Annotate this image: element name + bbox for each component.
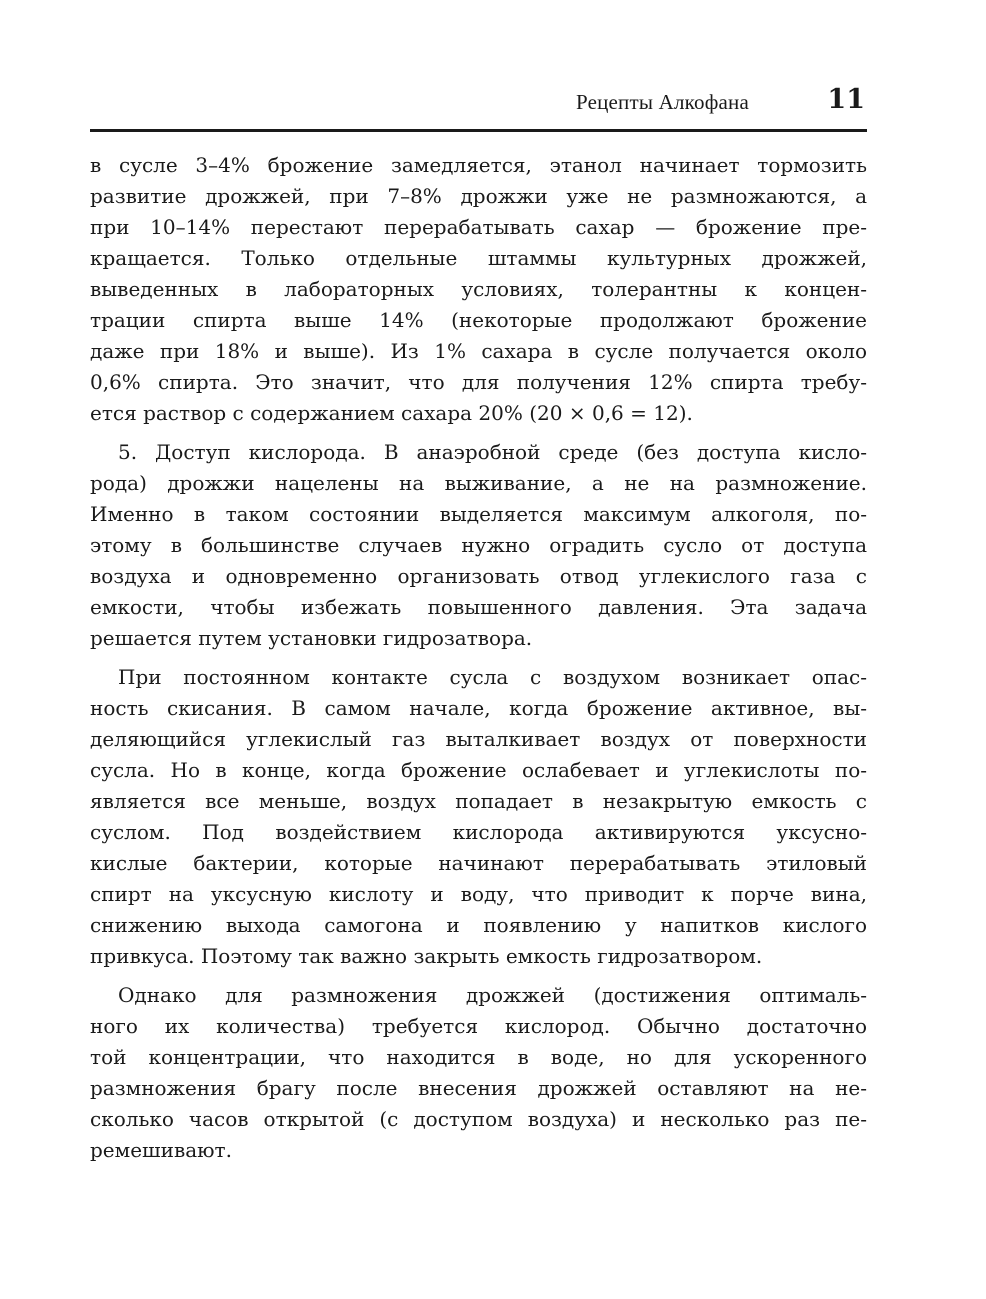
text-line: суслом. Под воздействием кислорода активируются уксусно- <box>90 820 867 844</box>
text-line: сусла. Но в конце, когда брожение ослабевает и углекислоты по- <box>90 758 867 782</box>
paragraph-2 <box>90 437 867 654</box>
text-line: При постоянном контакте сусла с воздухом возникает опас- <box>118 665 867 689</box>
text-line: трации спирта выше 14% (некоторые продолжают брожение <box>90 308 867 332</box>
text-line: ется раствор с содержанием сахара 20% (20 × 0,6 = 12). <box>90 401 693 425</box>
text-line: сколько часов открытой (с доступом воздуха) и несколько раз пе- <box>90 1107 867 1131</box>
paragraph-3 <box>90 662 867 972</box>
text-line: спирт на уксусную кислоту и воду, что приводит к порче вина, <box>90 882 867 906</box>
text-line: выведенных в лабораторных условиях, толерантны к концен- <box>90 277 867 301</box>
text-line: ного их количества) требуется кислород. Обычно достаточно <box>90 1014 867 1038</box>
header-rule <box>90 129 867 132</box>
text-line: снижению выхода самогона и появлению у напитков кислого <box>90 913 867 937</box>
text-line: деляющийся углекислый газ выталкивает воздух от поверхности <box>90 727 867 751</box>
text-line: 0,6% спирта. Это значит, что для получения 12% спирта требу- <box>90 370 867 394</box>
text-line: ность скисания. В самом начале, когда брожение активное, вы- <box>90 696 867 720</box>
paragraph-4 <box>90 980 867 1166</box>
text-line: ремешивают. <box>90 1138 232 1162</box>
body-text <box>90 150 867 1174</box>
text-line: даже при 18% и выше). Из 1% сахара в сусле получается около <box>90 339 867 363</box>
running-title: Рецепты Алкофана <box>575 90 749 114</box>
paragraph-1 <box>90 150 867 429</box>
page-number: 11 <box>827 84 865 115</box>
text-line: кислые бактерии, которые начинают перерабатывать этиловый <box>90 851 867 875</box>
text-line: той концентрации, что находится в воде, но для ускоренного <box>90 1045 867 1069</box>
text-line: размножения брагу после внесения дрожжей оставляют на не- <box>90 1076 867 1100</box>
text-line: в сусле 3–4% брожение замедляется, этанол начинает тормозить <box>90 153 867 177</box>
text-line: Именно в таком состоянии выделяется максимум алкоголя, по- <box>90 502 867 526</box>
text-line: воздуха и одновременно организовать отвод углекислого газа с <box>90 564 867 588</box>
text-line: развитие дрожжей, при 7–8% дрожжи уже не размножаются, а <box>90 184 867 208</box>
text-line: емкости, чтобы избежать повышенного давления. Эта задача <box>90 595 867 619</box>
text-line: 5. Доступ кислорода. В анаэробной среде (без доступа кисло- <box>118 440 867 464</box>
text-line: решается путем установки гидрозатвора. <box>90 626 533 650</box>
text-line: этому в большинстве случаев нужно оградить сусло от доступа <box>90 533 867 557</box>
text-line: кращается. Только отдельные штаммы культурных дрожжей, <box>90 246 867 270</box>
text-line: Однако для размножения дрожжей (достижения оптималь- <box>118 983 867 1007</box>
text-line: при 10–14% перестают перерабатывать сахар — брожение пре- <box>90 215 867 239</box>
running-head <box>90 86 867 126</box>
text-line: является все меньше, воздух попадает в незакрытую емкость с <box>90 789 867 813</box>
text-line: привкуса. Поэтому так важно закрыть емкость гидрозатвором. <box>90 944 763 968</box>
text-line: рода) дрожжи нацелены на выживание, а не на размножение. <box>90 471 867 495</box>
